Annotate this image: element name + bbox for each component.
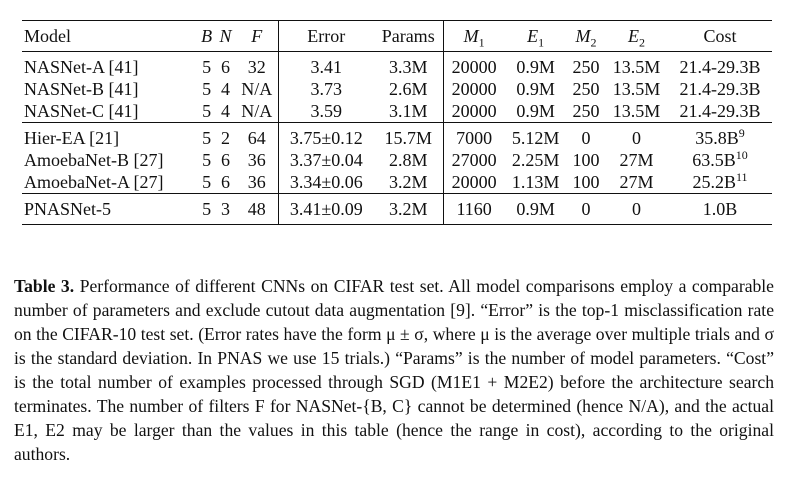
header-n: N <box>219 26 232 46</box>
cell-error: 3.41±0.09 <box>289 199 363 219</box>
cell-e1: 5.12M <box>511 128 560 148</box>
cost-footnote-mark: 10 <box>735 148 748 162</box>
cell-n: 6 <box>221 150 231 170</box>
cell-e2: 27M <box>619 150 654 170</box>
header-e2: $E_2$ <box>627 26 645 50</box>
cell-f: 32 <box>235 56 278 78</box>
cell-e1: 2.25M <box>511 150 560 170</box>
cell-b: 5 <box>202 150 212 170</box>
cell-e1: 0.9M <box>516 101 555 121</box>
table-row <box>22 127 772 149</box>
cell-m1: 1160 <box>456 199 492 219</box>
table-row <box>22 78 772 100</box>
cell-model: Hier-EA [21] <box>24 128 120 148</box>
cell-e1: 0.9M <box>516 79 555 99</box>
table-body <box>22 52 772 225</box>
cell-m2: 100 <box>572 150 600 170</box>
header-e1: $E_1$ <box>527 26 545 50</box>
cell-f: N/A <box>235 78 278 100</box>
cell-e1: 0.9M <box>516 57 555 77</box>
header-b: B <box>201 26 213 46</box>
header-error: Error <box>307 26 346 46</box>
cell-params: 2.6M <box>373 78 443 100</box>
cell-n: 6 <box>221 57 231 77</box>
cell-m2: 0 <box>581 128 591 148</box>
cell-m1: 7000 <box>456 128 493 148</box>
cell-error: 3.59 <box>310 101 342 121</box>
cell-cost: 21.4-29.3B <box>679 101 761 121</box>
cell-n: 2 <box>221 128 231 148</box>
table-row <box>22 56 772 78</box>
cell-params: 2.8M <box>373 149 443 171</box>
cell-error: 3.73 <box>310 79 342 99</box>
cell-params: 3.1M <box>373 100 443 123</box>
cell-error: 3.41 <box>310 57 342 77</box>
table-row <box>22 100 772 123</box>
cell-cost: 1.0B <box>702 199 738 219</box>
caption-text: Performance of different CNNs on CIFAR test set. All model comparisons employ a comparable number of parameters and exclude cutout data augmentation [9]. “Error” is the top-1 misclassification rate on the CIFAR-10 test set. (Error rates have the form μ ± σ, where μ is the average over multiple trials and σ is the standard deviation. In PNAS we use 15 trials.) “Params” is the number of model parameters. “Cost” is the total number of examples processed through SGD (M1E1 + M2E2) before the architecture search terminates. The number of filters F for NASNet-{B, C} cannot be determined (hence N/A), and the actual E1, E2 may be larger than the values in this table (hence the range in cost), according to the original authors. <box>14 276 774 464</box>
cell-e2: 27M <box>619 172 654 192</box>
header-model: Model <box>24 26 71 46</box>
cell-b: 5 <box>202 172 212 192</box>
cell-m2: 250 <box>572 79 600 99</box>
cell-e2: 13.5M <box>612 101 661 121</box>
cost-footnote-mark: 9 <box>738 126 745 140</box>
cell-f: 48 <box>235 198 278 220</box>
cell-model: PNASNet-5 <box>24 199 112 219</box>
table-row <box>22 171 772 194</box>
cell-e2: 13.5M <box>612 79 661 99</box>
cell-b: 5 <box>202 199 212 219</box>
cell-cost: $63.5B^{10}$ <box>692 148 748 170</box>
cell-n: 3 <box>221 199 231 219</box>
cell-b: 5 <box>202 79 212 99</box>
cost-footnote-mark: 11 <box>735 170 748 184</box>
cell-e1: 0.9M <box>516 199 555 219</box>
table-row <box>22 149 772 171</box>
cell-model: NASNet-A [41] <box>24 57 139 77</box>
cell-e2: 0 <box>631 128 641 148</box>
cell-params: 15.7M <box>373 127 443 149</box>
cell-e1: 1.13M <box>511 172 560 192</box>
table-caption <box>14 274 774 466</box>
cell-e2: 13.5M <box>612 57 661 77</box>
cell-error: 3.37±0.04 <box>289 150 363 170</box>
cell-m2: 250 <box>572 57 600 77</box>
cell-f: 64 <box>235 127 278 149</box>
cell-params: 3.2M <box>373 198 443 220</box>
cell-m2: 250 <box>572 101 600 121</box>
cell-m1: 20000 <box>451 101 497 121</box>
header-params: Params <box>373 21 443 52</box>
cell-error: 3.75±0.12 <box>289 128 363 148</box>
cell-cost: 21.4-29.3B <box>679 79 761 99</box>
cell-m2: 100 <box>572 172 600 192</box>
table-header-row <box>22 21 772 52</box>
header-f: F <box>235 21 278 52</box>
cell-n: 4 <box>221 79 231 99</box>
cell-m1: 20000 <box>451 172 497 192</box>
header-m1: $M_1$ <box>463 26 485 50</box>
cell-b: 5 <box>202 57 212 77</box>
header-m2: $M_2$ <box>575 26 597 50</box>
cell-params: 3.3M <box>373 56 443 78</box>
cell-e2: 0 <box>631 199 641 219</box>
cell-b: 5 <box>202 128 212 148</box>
cell-m1: 27000 <box>451 150 497 170</box>
cell-model: AmoebaNet-B [27] <box>24 150 164 170</box>
cell-cost: 21.4-29.3B <box>679 57 761 77</box>
cell-model: NASNet-B [41] <box>24 79 139 99</box>
cell-f: 36 <box>235 171 278 194</box>
caption-label: Table 3. <box>14 276 75 296</box>
cell-n: 4 <box>221 101 231 121</box>
header-cost: Cost <box>703 26 737 46</box>
cell-f: N/A <box>235 100 278 123</box>
cell-m1: 20000 <box>451 79 497 99</box>
cell-b: 5 <box>202 101 212 121</box>
table-row <box>22 198 772 220</box>
cell-error: 3.34±0.06 <box>289 172 363 192</box>
bottom-spacer <box>22 220 772 225</box>
cell-params: 3.2M <box>373 171 443 194</box>
cell-model: NASNet-C [41] <box>24 101 139 121</box>
cell-m1: 20000 <box>451 57 497 77</box>
cell-n: 6 <box>221 172 231 192</box>
cell-cost: $35.8B^9$ <box>695 126 745 148</box>
cell-f: 36 <box>235 149 278 171</box>
results-table <box>22 20 772 225</box>
cell-cost: $25.2B^{11}$ <box>692 170 748 192</box>
cell-model: AmoebaNet-A [27] <box>24 172 164 192</box>
cell-m2: 0 <box>581 199 591 219</box>
